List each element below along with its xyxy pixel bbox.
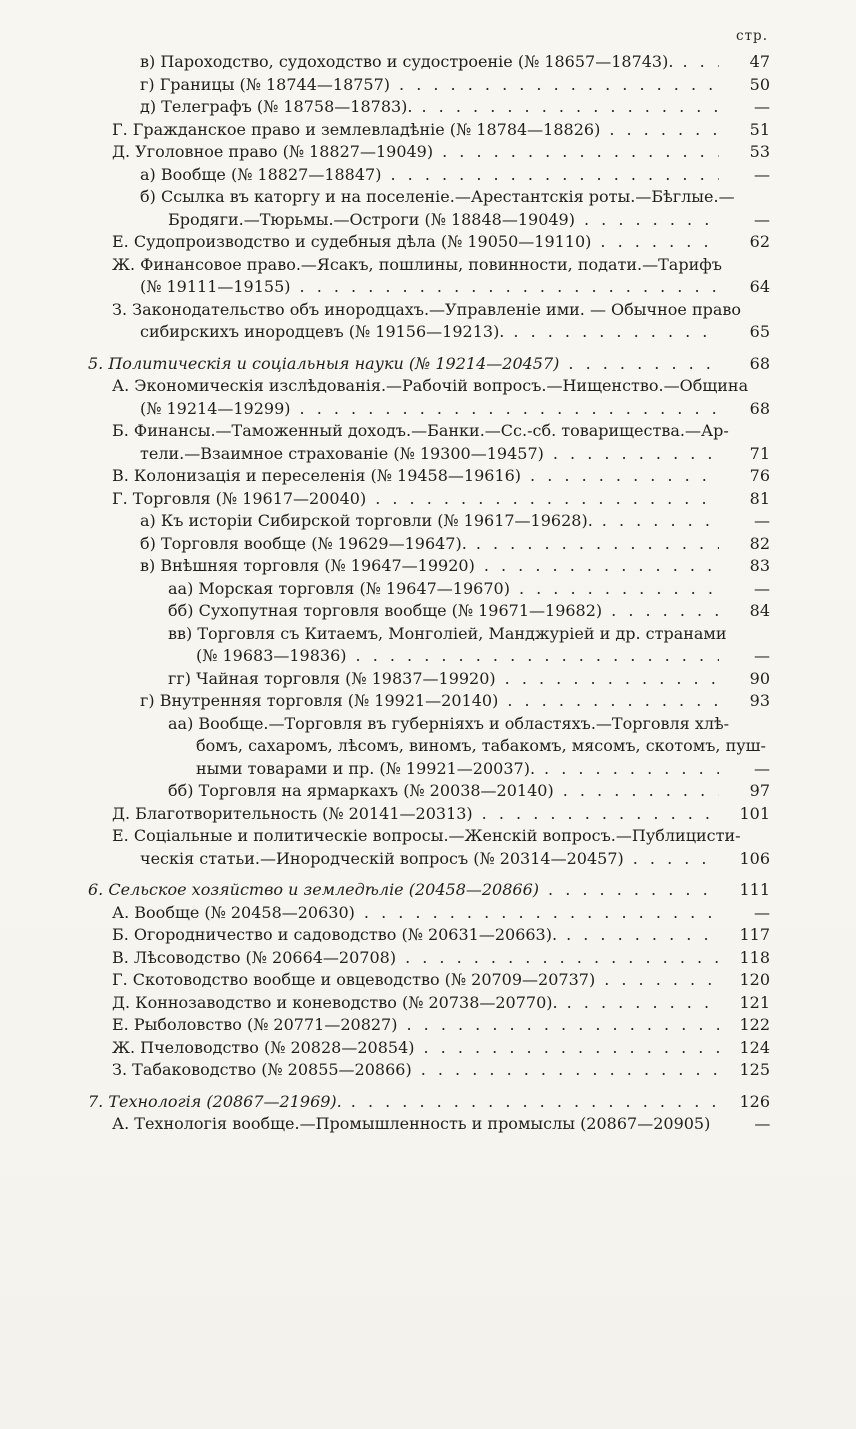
toc-entry — [0, 299, 770, 344]
entry-page-number: — — [754, 646, 770, 665]
dot-leader — [356, 645, 719, 668]
dot-leader — [584, 209, 719, 232]
toc-entry-line — [0, 299, 770, 322]
dot-leader — [505, 668, 719, 691]
toc-entry — [0, 902, 770, 925]
entry-text: Е. Рыболовство (№ 20771—20827) — [112, 1015, 398, 1034]
toc-entry — [0, 578, 770, 601]
entry-page-number: 117 — [739, 925, 770, 944]
entry-page-number: — — [754, 1114, 771, 1133]
entry-text: ческія статьи.—Инородческій вопросъ (№ 20314—20457) — [140, 848, 624, 868]
entry-page-number: — — [754, 209, 770, 229]
toc-entry-line — [0, 186, 770, 209]
entry-page-number: 71 — [749, 443, 770, 463]
toc-entry-line — [0, 488, 770, 511]
entry-text: бб) Сухопутная торговля вообще (№ 19671—19682) — [168, 601, 603, 620]
toc-entry — [0, 947, 770, 970]
toc-entry — [0, 186, 770, 231]
toc-entry-line — [0, 924, 770, 947]
entry-text: г) Внутренняя торговля (№ 19921—20140) — [140, 691, 499, 710]
toc-entry-line — [0, 578, 770, 601]
dot-leader — [567, 992, 719, 1015]
toc-entry-line — [0, 780, 770, 803]
entry-text: сибирскихъ инородцевъ (№ 19156—19213). — [140, 322, 505, 341]
toc-entry-line — [0, 1014, 770, 1037]
toc-entry — [0, 254, 770, 299]
dot-leader — [507, 690, 719, 713]
toc-entry — [0, 924, 770, 947]
toc-entry — [0, 969, 770, 992]
entry-text: (№ 19683—19836) — [196, 646, 347, 665]
entry-text: бб) Торговля на ярмаркахъ (№ 20038—20140) — [168, 781, 554, 800]
dot-leader — [351, 1091, 719, 1114]
entry-page-number: 106 — [739, 848, 770, 868]
entry-page-number: 97 — [749, 781, 770, 800]
dot-leader — [482, 803, 719, 826]
entry-text: Г. Торговля (№ 19617—20040) — [112, 488, 367, 508]
toc-entry — [0, 555, 770, 578]
dot-leader — [364, 902, 719, 925]
dot-leader — [544, 758, 719, 781]
toc-entry — [0, 510, 770, 533]
toc-entry-line — [0, 164, 770, 187]
dot-leader — [300, 276, 719, 299]
toc-entry — [0, 420, 770, 465]
dot-leader — [423, 1037, 719, 1060]
entry-text: д) Телеграфъ (№ 18758—18783). — [140, 97, 413, 116]
toc-entry-line — [0, 947, 770, 970]
toc-entry-line — [0, 276, 770, 299]
entry-text: В. Лѣсоводство (№ 20664—20708) — [112, 947, 397, 967]
toc-entry-line — [0, 825, 770, 848]
toc-entry-line — [0, 443, 770, 466]
dot-leader — [604, 969, 719, 992]
toc-entry — [0, 713, 770, 781]
entry-page-number: 51 — [749, 119, 770, 139]
toc-entry — [0, 51, 770, 74]
toc-entry-line — [0, 254, 770, 277]
entry-text: А. Технологія вообще.—Промышленность и промыслы (20867—20905) — [112, 1114, 711, 1133]
dot-leader — [300, 398, 719, 421]
entry-page-number: 82 — [749, 533, 770, 553]
dot-leader — [633, 848, 719, 871]
entry-text: З. Табаководство (№ 20855—20866) — [112, 1060, 412, 1079]
entry-text: Бродяги.—Тюрьмы.—Остроги (№ 18848—19049) — [168, 209, 575, 229]
entry-text: Ж. Финансовое право.—Ясакъ, пошлины, повинности, подати.—Тарифъ — [112, 254, 722, 274]
toc-list — [0, 51, 770, 1136]
page-column-header: стр. — [736, 28, 768, 44]
entry-page-number: 53 — [749, 142, 770, 161]
entry-text: Е. Соціальные и политическіе вопросы.—Женскій вопросъ.—Публицисти- — [112, 826, 741, 845]
toc-entry-line — [0, 1091, 770, 1114]
dot-leader — [399, 74, 719, 97]
toc-entry — [0, 164, 770, 187]
toc-entry-line — [0, 533, 770, 556]
entry-text: (№ 19111—19155) — [140, 277, 291, 296]
toc-entry — [0, 353, 770, 376]
entry-page-number: 62 — [749, 232, 770, 251]
toc-entry — [0, 690, 770, 713]
entry-page-number: — — [754, 164, 770, 184]
toc-entry-line — [0, 758, 770, 781]
toc-entry — [0, 119, 770, 142]
toc-entry — [0, 1059, 770, 1082]
toc-entry — [0, 231, 770, 254]
entry-page-number: 81 — [749, 488, 770, 508]
entry-text: Д. Коннозаводство и коневодство (№ 20738—20770). — [112, 992, 558, 1012]
toc-entry-line — [0, 74, 770, 97]
entry-text: б) Ссылка въ каторгу и на поселеніе.—Арестантскія роты.—Бѣглые.— — [140, 187, 735, 206]
entry-page-number: 120 — [739, 970, 770, 989]
toc-entry — [0, 488, 770, 511]
dot-leader — [548, 879, 719, 902]
entry-text: а) Вообще (№ 18827—18847) — [140, 164, 382, 184]
dot-leader — [375, 488, 719, 511]
toc-entry-line — [0, 735, 770, 758]
entry-text: а) Къ исторіи Сибирской торговли (№ 19617—19628). — [140, 511, 593, 530]
toc-entry — [0, 803, 770, 826]
entry-page-number: 76 — [749, 466, 770, 485]
entry-page-number: 90 — [749, 668, 770, 688]
dot-leader — [519, 578, 719, 601]
entry-page-number: 121 — [739, 992, 770, 1012]
toc-entry — [0, 879, 770, 902]
dot-leader — [390, 164, 719, 187]
entry-page-number: 47 — [749, 52, 770, 71]
toc-entry — [0, 623, 770, 668]
toc-entry-line — [0, 119, 770, 142]
dot-leader — [476, 533, 719, 556]
entry-page-number: 111 — [739, 880, 770, 899]
entry-text: аа) Вообще.—Торговля въ губерніяхъ и областяхъ.—Торговля хлѣ- — [168, 713, 730, 733]
entry-text: 5. Политическія и соціальныя науки (№ 19214—20457) — [88, 353, 560, 373]
entry-text: ными товарами и пр. (№ 19921—20037). — [196, 758, 536, 778]
entry-text: вв) Торговля съ Китаемъ, Монголіей, Манджуріей и др. странами — [168, 623, 727, 643]
toc-entry — [0, 375, 770, 420]
toc-entry-line — [0, 96, 770, 119]
toc-entry-line — [0, 969, 770, 992]
entry-page-number: — — [754, 511, 770, 530]
toc-entry — [0, 1037, 770, 1060]
toc-entry — [0, 668, 770, 691]
entry-text: в) Пароходство, судоходство и судостроеніе (№ 18657—18743). — [140, 52, 674, 71]
dot-leader — [611, 600, 719, 623]
entry-text: А. Вообще (№ 20458—20630) — [112, 902, 355, 922]
toc-entry — [0, 1091, 770, 1114]
toc-entry-line — [0, 141, 770, 164]
dot-leader — [442, 141, 719, 164]
dot-leader — [405, 947, 719, 970]
toc-entry — [0, 74, 770, 97]
entry-text: З. Законодательство объ инородцахъ.—Управленіе ими. — Обычное право — [112, 299, 742, 319]
entry-text: Г. Скотоводство вообще и овцеводство (№ 20709—20737) — [112, 970, 596, 989]
toc-entry — [0, 141, 770, 164]
dot-leader — [406, 1014, 719, 1037]
toc-entry-line — [0, 51, 770, 74]
entry-text: А. Экономическія изслѣдованія.—Рабочій вопросъ.—Нищенство.—Община — [112, 376, 749, 395]
dot-leader — [513, 321, 719, 344]
dot-leader — [422, 96, 720, 119]
toc-entry-line — [0, 668, 770, 691]
toc-entry — [0, 780, 770, 803]
entry-text: Г. Гражданское право и землевладѣніе (№ 18784—18826) — [112, 119, 601, 139]
toc-entry-line — [0, 713, 770, 736]
entry-text: г) Границы (№ 18744—18757) — [140, 74, 391, 94]
toc-entry — [0, 96, 770, 119]
toc-entry — [0, 600, 770, 623]
entry-text: Б. Финансы.—Таможенный доходъ.—Банки.—Сс.-сб. товарищества.—Ар- — [112, 421, 729, 440]
toc-entry — [0, 1014, 770, 1037]
toc-entry-line — [0, 1113, 770, 1136]
entry-text: в) Внѣшняя торговля (№ 19647—19920) — [140, 556, 475, 575]
entry-page-number: 101 — [739, 803, 770, 823]
toc-entry-line — [0, 465, 770, 488]
entry-page-number: 122 — [739, 1015, 770, 1034]
dot-leader — [484, 555, 719, 578]
toc-entry-line — [0, 398, 770, 421]
dot-leader — [609, 119, 719, 142]
entry-page-number: — — [754, 902, 770, 922]
entry-text: Д. Уголовное право (№ 18827—19049) — [112, 142, 434, 161]
toc-entry-line — [0, 231, 770, 254]
entry-page-number: 118 — [739, 947, 770, 967]
dot-leader — [602, 510, 719, 533]
entry-page-number: — — [754, 97, 770, 116]
toc-entry-line — [0, 375, 770, 398]
entry-text: Ж. Пчеловодство (№ 20828—20854) — [112, 1037, 415, 1057]
entry-text: бомъ, сахаромъ, лѣсомъ, виномъ, табакомъ, мясомъ, скотомъ, пуш- — [196, 736, 766, 755]
dot-leader — [600, 231, 719, 254]
dot-leader — [566, 924, 719, 947]
entry-page-number: 68 — [749, 353, 770, 373]
dot-leader — [563, 780, 719, 803]
toc-entry-line — [0, 902, 770, 925]
dot-leader — [553, 443, 719, 466]
entry-page-number: 65 — [749, 322, 770, 341]
entry-page-number: — — [754, 578, 770, 598]
toc-entry-line — [0, 353, 770, 376]
entry-text: (№ 19214—19299) — [140, 398, 291, 418]
toc-entry-line — [0, 600, 770, 623]
toc-entry — [0, 465, 770, 488]
dot-leader — [568, 353, 719, 376]
entry-text: 7. Технологія (20867—21969). — [88, 1091, 342, 1111]
toc-entry-line — [0, 848, 770, 871]
entry-page-number: 84 — [749, 601, 770, 620]
toc-entry-line — [0, 555, 770, 578]
dot-leader — [421, 1059, 719, 1082]
entry-text: Б. Огородничество и садоводство (№ 20631—20663). — [112, 925, 558, 944]
toc-entry-line — [0, 992, 770, 1015]
toc-entry — [0, 533, 770, 556]
toc-entry-line — [0, 1059, 770, 1082]
dot-leader — [682, 51, 719, 74]
toc-entry-line — [0, 1037, 770, 1060]
entry-page-number: 64 — [749, 277, 770, 296]
entry-text: аа) Морская торговля (№ 19647—19670) — [168, 578, 510, 598]
entry-page-number: — — [754, 758, 770, 778]
toc-entry — [0, 825, 770, 870]
toc-entry-line — [0, 209, 770, 232]
entry-page-number: 126 — [739, 1091, 770, 1111]
entry-page-number: 93 — [749, 691, 770, 710]
toc-entry-line — [0, 803, 770, 826]
entry-page-number: 68 — [749, 398, 770, 418]
toc-entry-line — [0, 879, 770, 902]
toc-entry — [0, 1113, 770, 1136]
entry-page-number: 83 — [749, 556, 770, 575]
dot-leader — [530, 465, 719, 488]
entry-page-number: 50 — [749, 74, 770, 94]
entry-text: б) Торговля вообще (№ 19629—19647). — [140, 533, 467, 553]
entry-text: тели.—Взаимное страхованіе (№ 19300—19457) — [140, 443, 544, 463]
entry-page-number: 125 — [739, 1060, 770, 1079]
toc-entry-line — [0, 690, 770, 713]
toc-entry-line — [0, 510, 770, 533]
entry-text: Е. Судопроизводство и судебныя дѣла (№ 19050—19110) — [112, 232, 592, 251]
entry-text: гг) Чайная торговля (№ 19837—19920) — [168, 668, 496, 688]
entry-text: Д. Благотворительность (№ 20141—20313) — [112, 803, 473, 823]
entry-page-number: 124 — [739, 1037, 770, 1057]
toc-entry-line — [0, 645, 770, 668]
entry-text: 6. Сельское хозяйство и земледѣліе (20458—20866) — [88, 880, 540, 899]
toc-entry-line — [0, 623, 770, 646]
toc-entry — [0, 992, 770, 1015]
entry-text: В. Колонизація и переселенія (№ 19458—19616) — [112, 466, 522, 485]
toc-entry-line — [0, 420, 770, 443]
toc-entry-line — [0, 321, 770, 344]
